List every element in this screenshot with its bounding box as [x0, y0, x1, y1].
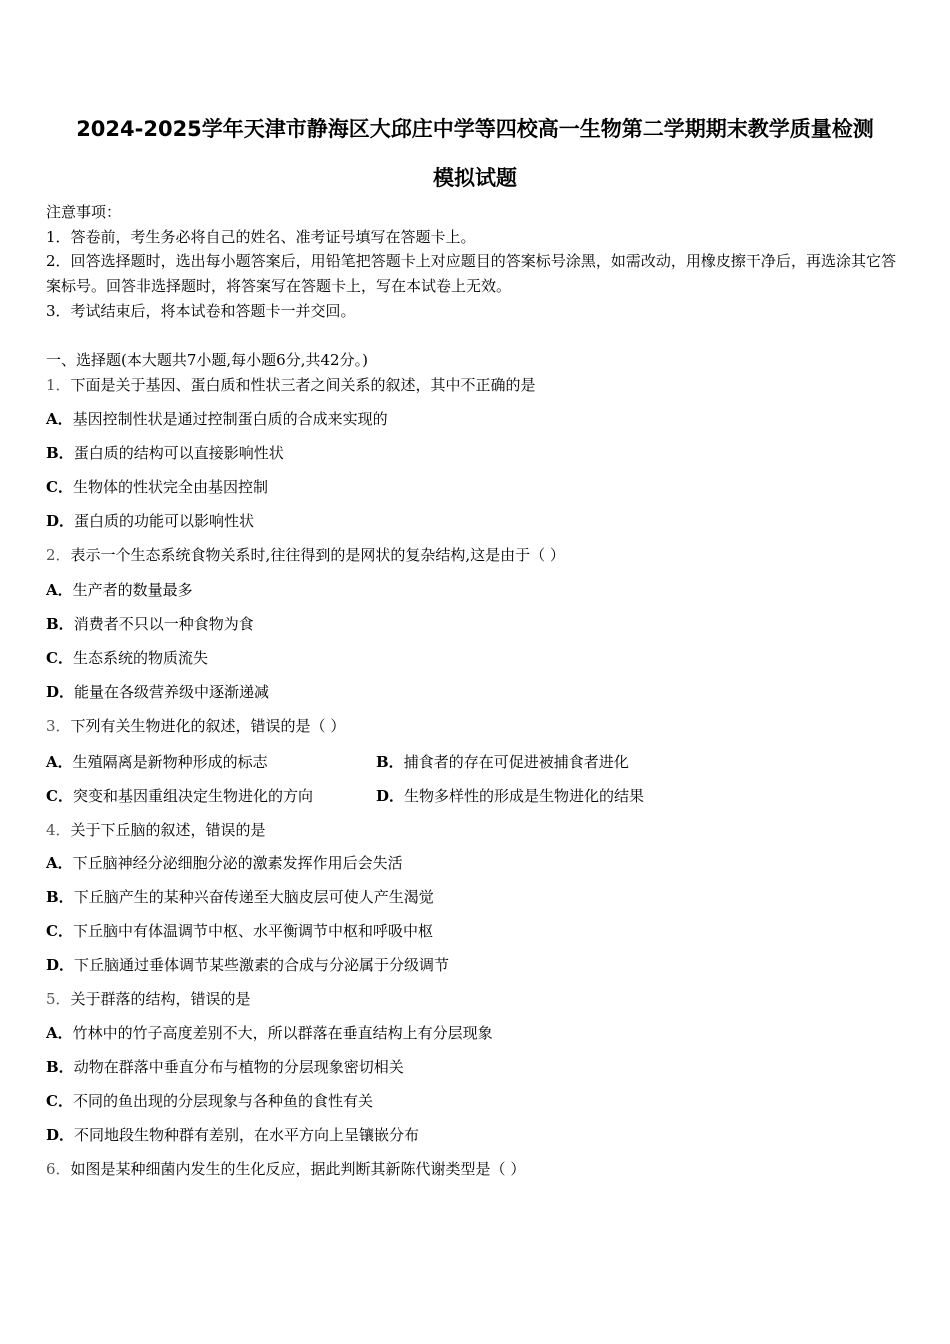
question-stem: 下面是关于基因、蛋白质和性状三者之间关系的叙述，其中不正确的是 [70, 376, 536, 394]
option-3a: A．生殖隔离是新物种形成的标志 [46, 753, 268, 771]
option-2d: D．能量在各级营养级中逐渐递减 [46, 683, 270, 701]
question-1 [46, 375, 536, 395]
question-5 [46, 989, 251, 1009]
notice-item-3: 3．考试结束后，将本试卷和答题卡一并交回。 [46, 302, 356, 320]
notice-heading: 注意事项： [46, 203, 122, 221]
question-2 [46, 545, 565, 565]
option-1a: A．基因控制性状是通过控制蛋白质的合成来实现的 [46, 410, 388, 428]
option-3b: B．捕食者的存在可促进被捕食者进化 [376, 753, 629, 771]
question-4 [46, 820, 266, 840]
option-5b: B．动物在群落中垂直分布与植物的分层现象密切相关 [46, 1058, 404, 1076]
option-4c: C．下丘脑中有体温调节中枢、水平衡调节中枢和呼吸中枢 [46, 922, 433, 940]
question-stem: 关于下丘脑的叙述，错误的是 [70, 821, 266, 839]
option-5d: D．不同地段生物种群有差别，在水平方向上呈镶嵌分布 [46, 1126, 420, 1144]
option-5c: C．不同的鱼出现的分层现象与各种鱼的食性有关 [46, 1092, 373, 1110]
question-number: 6． [46, 1160, 71, 1178]
option-1d: D．蛋白质的功能可以影响性状 [46, 512, 255, 530]
question-stem: 如图是某种细菌内发生的生化反应，据此判断其新陈代谢类型是（ ） [70, 1160, 526, 1178]
option-2c: C．生态系统的物质流失 [46, 649, 208, 667]
option-4a: A．下丘脑神经分泌细胞分泌的激素发挥作用后会失活 [46, 854, 403, 872]
option-2a: A．生产者的数量最多 [46, 581, 193, 599]
option-4b: B．下丘脑产生的某种兴奋传递至大脑皮层可使人产生渴觉 [46, 888, 434, 906]
question-6 [46, 1159, 525, 1179]
question-number: 4． [46, 821, 71, 839]
option-4d: D．下丘脑通过垂体调节某些激素的合成与分泌属于分级调节 [46, 956, 450, 974]
page-title-line1: 2024-2025学年天津市静海区大邱庄中学等四校高一生物第二学期期末教学质量检测 [76, 117, 874, 141]
page-title-line2: 模拟试题 [433, 166, 517, 190]
question-number: 2． [46, 546, 71, 564]
section-heading: 一、选择题(本大题共7小题,每小题6分,共42分。) [46, 351, 368, 369]
option-2b: B．消费者不只以一种食物为食 [46, 615, 254, 633]
option-1b: B．蛋白质的结构可以直接影响性状 [46, 444, 284, 462]
question-stem: 下列有关生物进化的叙述，错误的是（ ） [70, 717, 346, 735]
question-number: 5． [46, 990, 71, 1008]
option-5a: A．竹林中的竹子高度差别不大，所以群落在垂直结构上有分层现象 [46, 1024, 493, 1042]
notice-item-1: 1．答卷前，考生务必将自己的姓名、准考证号填写在答题卡上。 [46, 228, 476, 246]
option-3c: C．突变和基因重组决定生物进化的方向 [46, 787, 313, 805]
option-3d: D．生物多样性的形成是生物进化的结果 [376, 787, 645, 805]
question-number: 3． [46, 717, 71, 735]
question-3 [46, 716, 345, 736]
question-stem: 表示一个生态系统食物关系时,往往得到的是网状的复杂结构,这是由于（ ） [70, 546, 565, 564]
question-stem: 关于群落的结构，错误的是 [70, 990, 251, 1008]
option-1c: C．生物体的性状完全由基因控制 [46, 478, 268, 496]
notice-item-2: 2．回答选择题时，选出每小题答案后，用铅笔把答题卡上对应题目的答案标号涂黑，如需改动，用橡皮擦干净后，再选涂其它答案标号。回答非选择题时，将答案写在答题卡上，写在本试卷上无效。 [46, 252, 896, 295]
question-number: 1． [46, 376, 71, 394]
